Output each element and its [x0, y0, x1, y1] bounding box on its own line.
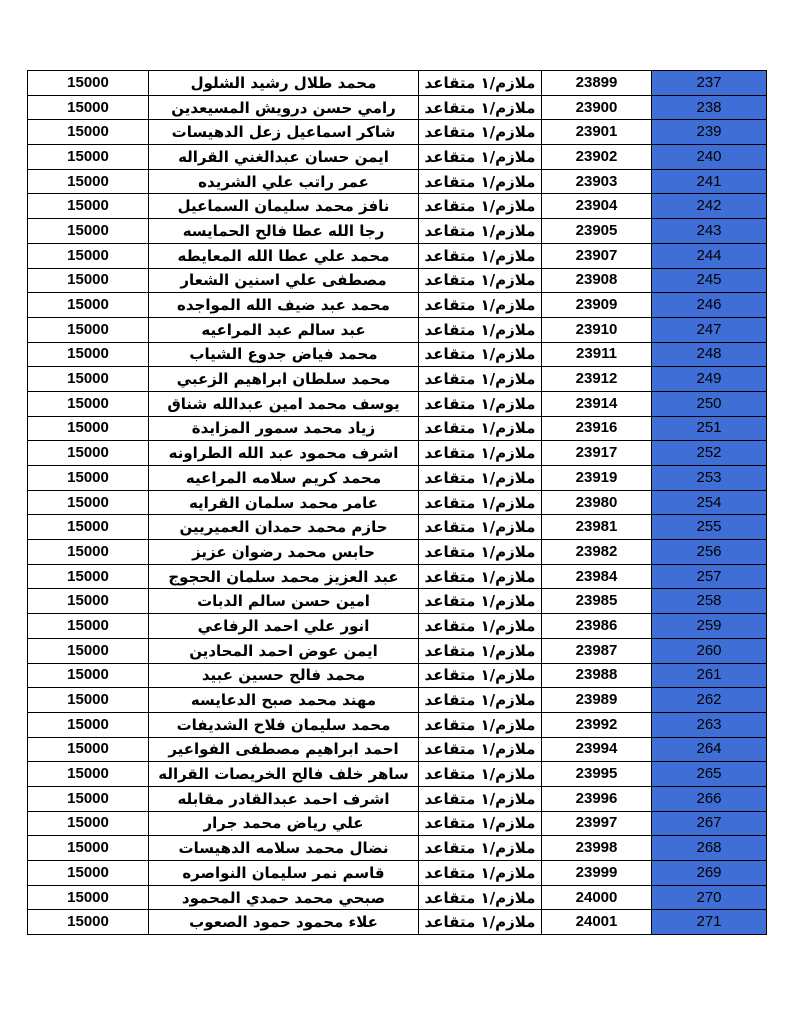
name-cell: مهند محمد صبح الدعايسه — [149, 688, 419, 713]
sequence-number-cell: 248 — [652, 342, 767, 367]
code-cell: 23908 — [542, 268, 652, 293]
name-cell: مصطفى علي اسنين الشعار — [149, 268, 419, 293]
name-cell: محمد طلال رشيد الشلول — [149, 71, 419, 96]
table-row — [28, 293, 767, 318]
rank-cell: ملازم/١ متقاعد — [419, 786, 542, 811]
table-row — [28, 589, 767, 614]
rank-cell: ملازم/١ متقاعد — [419, 95, 542, 120]
table-row — [28, 663, 767, 688]
sequence-number-cell: 246 — [652, 293, 767, 318]
name-cell: محمد سليمان فلاح الشديفات — [149, 712, 419, 737]
rank-cell: ملازم/١ متقاعد — [419, 737, 542, 762]
code-cell: 23900 — [542, 95, 652, 120]
sequence-number-cell: 261 — [652, 663, 767, 688]
name-cell: يوسف محمد امين عبدالله شناق — [149, 391, 419, 416]
table-row — [28, 95, 767, 120]
sequence-number-cell: 250 — [652, 391, 767, 416]
code-cell: 23909 — [542, 293, 652, 318]
sequence-number-cell: 252 — [652, 441, 767, 466]
amount-cell: 15000 — [28, 688, 149, 713]
amount-cell: 15000 — [28, 71, 149, 96]
code-cell: 23984 — [542, 564, 652, 589]
code-cell: 23992 — [542, 712, 652, 737]
code-cell: 23899 — [542, 71, 652, 96]
sequence-number-cell: 262 — [652, 688, 767, 713]
amount-cell: 15000 — [28, 811, 149, 836]
table-row — [28, 861, 767, 886]
sequence-number-cell: 239 — [652, 120, 767, 145]
table-row — [28, 71, 767, 96]
code-cell: 23998 — [542, 836, 652, 861]
amount-cell: 15000 — [28, 737, 149, 762]
code-cell: 23996 — [542, 786, 652, 811]
rank-cell: ملازم/١ متقاعد — [419, 885, 542, 910]
sequence-number-cell: 271 — [652, 910, 767, 935]
amount-cell: 15000 — [28, 589, 149, 614]
name-cell: قاسم نمر سليمان النواصره — [149, 861, 419, 886]
sequence-number-cell: 251 — [652, 416, 767, 441]
name-cell: عبد سالم عبد المراعيه — [149, 317, 419, 342]
amount-cell: 15000 — [28, 786, 149, 811]
code-cell: 23914 — [542, 391, 652, 416]
code-cell: 23997 — [542, 811, 652, 836]
code-cell: 23910 — [542, 317, 652, 342]
table-row — [28, 688, 767, 713]
code-cell: 23985 — [542, 589, 652, 614]
amount-cell: 15000 — [28, 194, 149, 219]
table-row — [28, 391, 767, 416]
rank-cell: ملازم/١ متقاعد — [419, 441, 542, 466]
rank-cell: ملازم/١ متقاعد — [419, 490, 542, 515]
amount-cell: 15000 — [28, 95, 149, 120]
name-cell: عمر راتب علي الشريده — [149, 169, 419, 194]
table-row — [28, 441, 767, 466]
code-cell: 23916 — [542, 416, 652, 441]
sequence-number-cell: 243 — [652, 219, 767, 244]
name-cell: ايمن حسان عبدالغني القراله — [149, 145, 419, 170]
sequence-number-cell: 257 — [652, 564, 767, 589]
amount-cell: 15000 — [28, 564, 149, 589]
table-row — [28, 317, 767, 342]
rank-cell: ملازم/١ متقاعد — [419, 317, 542, 342]
table-row — [28, 737, 767, 762]
sequence-number-cell: 253 — [652, 466, 767, 491]
name-cell: محمد علي عطا الله المعايطه — [149, 243, 419, 268]
table-row — [28, 910, 767, 935]
rank-cell: ملازم/١ متقاعد — [419, 638, 542, 663]
code-cell: 23904 — [542, 194, 652, 219]
table-row — [28, 712, 767, 737]
amount-cell: 15000 — [28, 515, 149, 540]
table-row — [28, 466, 767, 491]
amount-cell: 15000 — [28, 836, 149, 861]
rank-cell: ملازم/١ متقاعد — [419, 910, 542, 935]
amount-cell: 15000 — [28, 243, 149, 268]
sequence-number-cell: 265 — [652, 762, 767, 787]
table-row — [28, 169, 767, 194]
name-cell: محمد فالح حسين عبيد — [149, 663, 419, 688]
table-row — [28, 342, 767, 367]
sequence-number-cell: 270 — [652, 885, 767, 910]
amount-cell: 15000 — [28, 120, 149, 145]
name-cell: ساهر خلف فالح الخريصات القراله — [149, 762, 419, 787]
amount-cell: 15000 — [28, 638, 149, 663]
amount-cell: 15000 — [28, 169, 149, 194]
code-cell: 23981 — [542, 515, 652, 540]
code-cell: 23986 — [542, 614, 652, 639]
amount-cell: 15000 — [28, 219, 149, 244]
amount-cell: 15000 — [28, 614, 149, 639]
code-cell: 23987 — [542, 638, 652, 663]
code-cell: 23901 — [542, 120, 652, 145]
amount-cell: 15000 — [28, 391, 149, 416]
amount-cell: 15000 — [28, 712, 149, 737]
sequence-number-cell: 245 — [652, 268, 767, 293]
name-cell: انور علي احمد الرفاعي — [149, 614, 419, 639]
sequence-number-cell: 269 — [652, 861, 767, 886]
code-cell: 23988 — [542, 663, 652, 688]
sequence-number-cell: 249 — [652, 367, 767, 392]
amount-cell: 15000 — [28, 416, 149, 441]
rank-cell: ملازم/١ متقاعد — [419, 219, 542, 244]
personnel-table — [27, 70, 767, 935]
table-row — [28, 367, 767, 392]
name-cell: ايمن عوض احمد المحادين — [149, 638, 419, 663]
name-cell: نافز محمد سليمان السماعيل — [149, 194, 419, 219]
name-cell: احمد ابراهيم مصطفى الفواعير — [149, 737, 419, 762]
code-cell: 23907 — [542, 243, 652, 268]
code-cell: 23982 — [542, 540, 652, 565]
name-cell: عامر محمد سلمان القرايه — [149, 490, 419, 515]
amount-cell: 15000 — [28, 861, 149, 886]
sequence-number-cell: 258 — [652, 589, 767, 614]
name-cell: رجا الله عطا فالح الحمايسه — [149, 219, 419, 244]
rank-cell: ملازم/١ متقاعد — [419, 268, 542, 293]
sequence-number-cell: 267 — [652, 811, 767, 836]
name-cell: امين حسن سالم الدبات — [149, 589, 419, 614]
code-cell: 23989 — [542, 688, 652, 713]
rank-cell: ملازم/١ متقاعد — [419, 416, 542, 441]
name-cell: زياد محمد سمور المزايدة — [149, 416, 419, 441]
table-row — [28, 638, 767, 663]
sequence-number-cell: 266 — [652, 786, 767, 811]
rank-cell: ملازم/١ متقاعد — [419, 540, 542, 565]
amount-cell: 15000 — [28, 342, 149, 367]
rank-cell: ملازم/١ متقاعد — [419, 712, 542, 737]
rank-cell: ملازم/١ متقاعد — [419, 861, 542, 886]
rank-cell: ملازم/١ متقاعد — [419, 762, 542, 787]
name-cell: محمد سلطان ابراهيم الزعبي — [149, 367, 419, 392]
table-row — [28, 243, 767, 268]
table-row — [28, 786, 767, 811]
name-cell: اشرف احمد عبدالقادر مقابله — [149, 786, 419, 811]
name-cell: محمد عبد ضيف الله المواجده — [149, 293, 419, 318]
amount-cell: 15000 — [28, 663, 149, 688]
table-row — [28, 614, 767, 639]
code-cell: 23980 — [542, 490, 652, 515]
code-cell: 23912 — [542, 367, 652, 392]
sequence-number-cell: 260 — [652, 638, 767, 663]
name-cell: عبد العزيز محمد سلمان الحجوج — [149, 564, 419, 589]
code-cell: 23903 — [542, 169, 652, 194]
personnel-table-body — [28, 71, 767, 935]
amount-cell: 15000 — [28, 441, 149, 466]
table-row — [28, 540, 767, 565]
amount-cell: 15000 — [28, 540, 149, 565]
sequence-number-cell: 254 — [652, 490, 767, 515]
amount-cell: 15000 — [28, 910, 149, 935]
rank-cell: ملازم/١ متقاعد — [419, 342, 542, 367]
code-cell: 23919 — [542, 466, 652, 491]
name-cell: علاء محمود حمود الصعوب — [149, 910, 419, 935]
rank-cell: ملازم/١ متقاعد — [419, 367, 542, 392]
table-row — [28, 762, 767, 787]
code-cell: 23995 — [542, 762, 652, 787]
name-cell: نضال محمد سلامه الدهيسات — [149, 836, 419, 861]
table-row — [28, 219, 767, 244]
rank-cell: ملازم/١ متقاعد — [419, 663, 542, 688]
rank-cell: ملازم/١ متقاعد — [419, 614, 542, 639]
amount-cell: 15000 — [28, 317, 149, 342]
name-cell: حابس محمد رضوان عزيز — [149, 540, 419, 565]
amount-cell: 15000 — [28, 490, 149, 515]
sequence-number-cell: 268 — [652, 836, 767, 861]
amount-cell: 15000 — [28, 762, 149, 787]
name-cell: محمد كريم سلامه المراعيه — [149, 466, 419, 491]
table-row — [28, 145, 767, 170]
table-row — [28, 564, 767, 589]
amount-cell: 15000 — [28, 466, 149, 491]
amount-cell: 15000 — [28, 268, 149, 293]
code-cell: 23994 — [542, 737, 652, 762]
sequence-number-cell: 240 — [652, 145, 767, 170]
table-row — [28, 416, 767, 441]
code-cell: 23905 — [542, 219, 652, 244]
sequence-number-cell: 264 — [652, 737, 767, 762]
name-cell: شاكر اسماعيل زعل الدهيسات — [149, 120, 419, 145]
rank-cell: ملازم/١ متقاعد — [419, 688, 542, 713]
code-cell: 23999 — [542, 861, 652, 886]
amount-cell: 15000 — [28, 885, 149, 910]
name-cell: علي رياض محمد جرار — [149, 811, 419, 836]
code-cell: 24001 — [542, 910, 652, 935]
rank-cell: ملازم/١ متقاعد — [419, 293, 542, 318]
table-row — [28, 515, 767, 540]
rank-cell: ملازم/١ متقاعد — [419, 194, 542, 219]
sequence-number-cell: 237 — [652, 71, 767, 96]
code-cell: 24000 — [542, 885, 652, 910]
code-cell: 23911 — [542, 342, 652, 367]
amount-cell: 15000 — [28, 367, 149, 392]
table-row — [28, 490, 767, 515]
sequence-number-cell: 255 — [652, 515, 767, 540]
table-row — [28, 120, 767, 145]
sequence-number-cell: 242 — [652, 194, 767, 219]
table-row — [28, 194, 767, 219]
sequence-number-cell: 256 — [652, 540, 767, 565]
sequence-number-cell: 259 — [652, 614, 767, 639]
rank-cell: ملازم/١ متقاعد — [419, 391, 542, 416]
name-cell: صبحي محمد حمدي المحمود — [149, 885, 419, 910]
amount-cell: 15000 — [28, 145, 149, 170]
rank-cell: ملازم/١ متقاعد — [419, 120, 542, 145]
name-cell: حازم محمد حمدان العميريين — [149, 515, 419, 540]
rank-cell: ملازم/١ متقاعد — [419, 589, 542, 614]
amount-cell: 15000 — [28, 293, 149, 318]
sequence-number-cell: 238 — [652, 95, 767, 120]
sequence-number-cell: 241 — [652, 169, 767, 194]
rank-cell: ملازم/١ متقاعد — [419, 811, 542, 836]
rank-cell: ملازم/١ متقاعد — [419, 515, 542, 540]
name-cell: رامي حسن درويش المسيعدين — [149, 95, 419, 120]
rank-cell: ملازم/١ متقاعد — [419, 169, 542, 194]
table-row — [28, 811, 767, 836]
name-cell: محمد فياض جدوع الشياب — [149, 342, 419, 367]
code-cell: 23917 — [542, 441, 652, 466]
rank-cell: ملازم/١ متقاعد — [419, 466, 542, 491]
code-cell: 23902 — [542, 145, 652, 170]
name-cell: اشرف محمود عبد الله الطراونه — [149, 441, 419, 466]
rank-cell: ملازم/١ متقاعد — [419, 145, 542, 170]
rank-cell: ملازم/١ متقاعد — [419, 71, 542, 96]
table-row — [28, 836, 767, 861]
rank-cell: ملازم/١ متقاعد — [419, 243, 542, 268]
sequence-number-cell: 263 — [652, 712, 767, 737]
sequence-number-cell: 244 — [652, 243, 767, 268]
rank-cell: ملازم/١ متقاعد — [419, 564, 542, 589]
table-row — [28, 268, 767, 293]
sequence-number-cell: 247 — [652, 317, 767, 342]
rank-cell: ملازم/١ متقاعد — [419, 836, 542, 861]
table-row — [28, 885, 767, 910]
